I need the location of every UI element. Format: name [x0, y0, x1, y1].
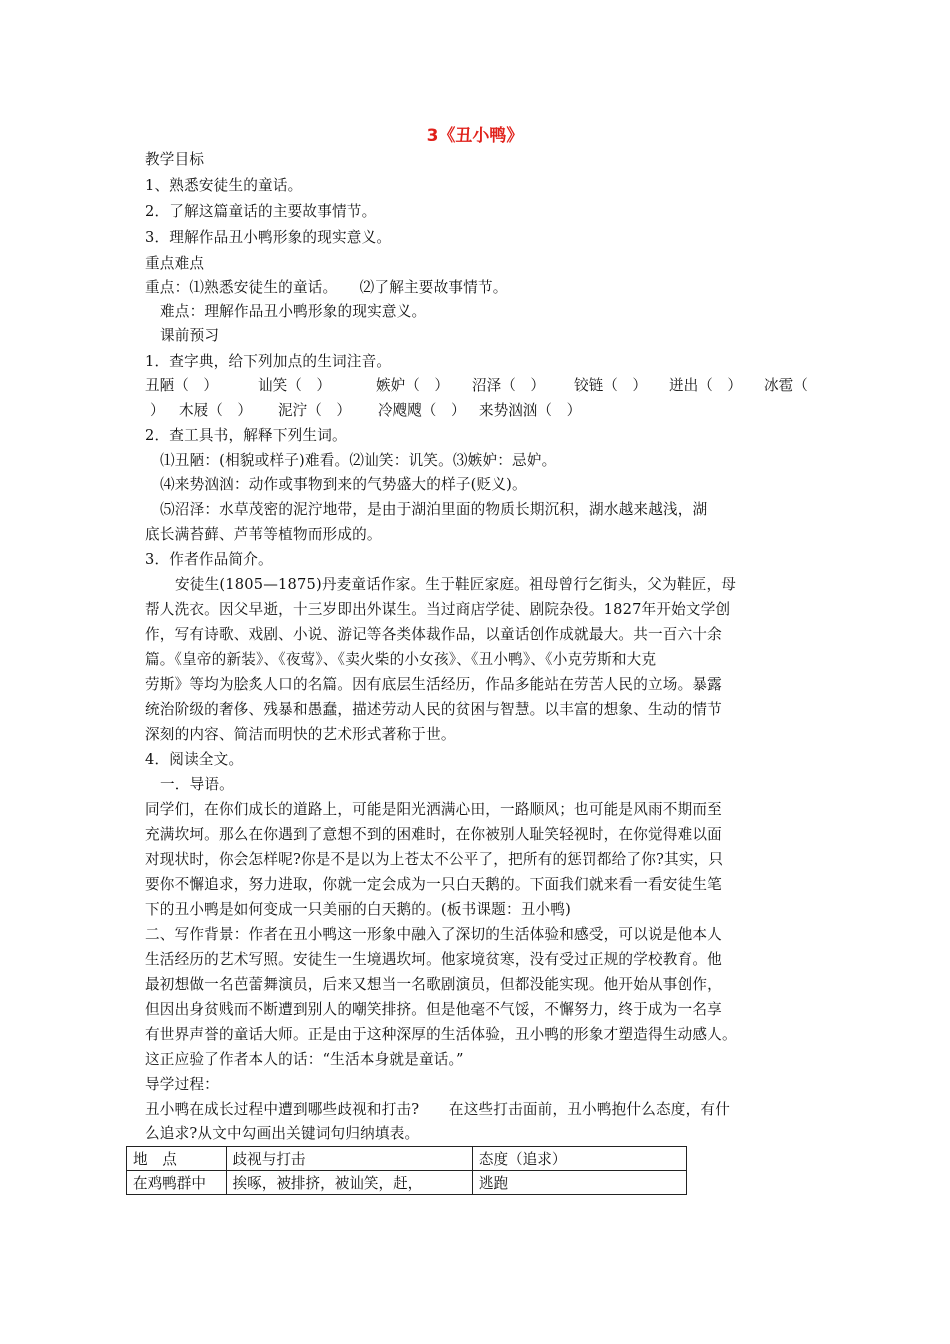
table-header-cell: 歧视与打击	[226, 1147, 472, 1171]
author-line: 篇。《皇帝的新装》、《夜莺》、《卖火柴的小女孩》、《丑小鸭》、《小克劳斯和大克	[145, 651, 657, 668]
table-header-cell: 态度（追求）	[472, 1147, 686, 1171]
summary-table	[126, 1146, 687, 1195]
vocab-item: 迸出（ ）	[669, 377, 742, 394]
definition-line: ⑴丑陋：(相貌或样子)难看。⑵讪笑：讥笑。⑶嫉妒：忌妒。	[160, 452, 557, 469]
key-points-heading: 重点难点	[145, 255, 205, 272]
guide-question: 么追求?从文中勾画出关键词句归纳填表。	[145, 1125, 420, 1142]
table-cell: 逃跑	[472, 1171, 686, 1195]
author-line: 安徒生(1805—1875)丹麦童话作家。生于鞋匠家庭。祖母曾行乞街头，父为鞋匠，母	[175, 576, 737, 593]
table-header-cell: 地 点	[127, 1147, 227, 1171]
background-line: 但因出身贫贱而不断遭到别人的嘲笑排挤。但是他毫不气馁，不懈努力，终于成为一名享	[145, 1001, 722, 1018]
preview-task-1: 1．查字典，给下列加点的生词注音。	[145, 353, 392, 370]
vocab-item: 嫉妒（ ）	[376, 377, 449, 394]
page-title: 3《丑小鸭》	[426, 126, 524, 146]
key-points-focus: 重点：⑴熟悉安徒生的童话。 ⑵了解主要故事情节。	[145, 279, 508, 296]
vocab-item: 沼泽（ ）	[472, 377, 545, 394]
background-line: 这正应验了作者本人的话：“生活本身就是童话。”	[145, 1051, 464, 1068]
vocab-item: 泥泞（ ）	[278, 402, 351, 419]
definition-line: 底长满苔藓、芦苇等植物而形成的。	[145, 526, 382, 543]
table-cell: 在鸡鸭群中	[127, 1171, 227, 1195]
goals-heading: 教学目标	[145, 151, 205, 168]
preview-heading: 课前预习	[160, 327, 220, 344]
author-line: 劳斯》等均为脍炙人口的名篇。因有底层生活经历，作品多能站在劳苦人民的立场。暴露	[145, 676, 722, 693]
author-line: 帮人洗衣。因父早逝，十三岁即出外谋生。当过商店学徒、剧院杂役。1827年开始文学创	[145, 601, 731, 618]
vocab-item: 铰链（ ）	[574, 377, 647, 394]
table-header-row	[127, 1147, 687, 1171]
guide-heading: 导学过程：	[145, 1076, 219, 1093]
definition-line: ⑸沼泽：水草茂密的泥泞地带，是由于湖泊里面的物质长期沉积，湖水越来越浅，湖	[160, 501, 708, 518]
vocab-item: 冷飕飕（ ）	[378, 402, 466, 419]
author-line: 作，写有诗歌、戏剧、小说、游记等各类体裁作品，以童话创作成就最大。共一百六十余	[145, 626, 722, 643]
vocab-item: 冰雹（	[764, 377, 808, 394]
key-points-difficulty: 难点：理解作品丑小鸭形象的现实意义。	[160, 303, 427, 320]
table-row	[127, 1171, 687, 1195]
preview-task-2: 2．查工具书，解释下列生词。	[145, 427, 347, 444]
preview-task-4: 4．阅读全文。	[145, 751, 244, 768]
background-line: 生活经历的艺术写照。安徒生一生境遇坎坷。他家境贫寒，没有受过正规的学校教育。他	[145, 951, 722, 968]
vocab-item: 木屐（ ）	[179, 402, 252, 419]
vocab-item: ）	[150, 402, 165, 419]
intro-line: 充满坎坷。那么在你遇到了意想不到的困难时，在你被别人耻笑轻视时，在你觉得难以面	[145, 826, 722, 843]
goal-item-2: 2．了解这篇童话的主要故事情节。	[145, 203, 377, 220]
intro-heading: 一．导语。	[160, 776, 234, 793]
background-line: 二、写作背景：作者在丑小鸭这一形象中融入了深切的生活体验和感受，可以说是他本人	[145, 926, 722, 943]
definition-line: ⑷来势汹汹：动作或事物到来的气势盛大的样子(贬义)。	[160, 476, 527, 493]
background-line: 最初想做一名芭蕾舞演员，后来又想当一名歌剧演员，但都没能实现。他开始从事创作，	[145, 976, 722, 993]
intro-line: 要你不懈追求，努力进取，你就一定会成为一只白天鹅的。下面我们就来看一看安徒生笔	[145, 876, 722, 893]
author-line: 深刻的内容、简洁而明快的艺术形式著称于世。	[145, 726, 456, 743]
vocab-item: 讪笑（ ）	[258, 377, 331, 394]
vocab-item: 来势汹汹（ ）	[479, 402, 582, 419]
vocab-item: 丑陋（ ）	[145, 377, 218, 394]
goal-item-1: 1、熟悉安徒生的童话。	[145, 177, 303, 194]
preview-task-3: 3．作者作品简介。	[145, 551, 273, 568]
table-cell: 挨啄，被排挤，被讪笑，赶，	[226, 1171, 472, 1195]
intro-line: 下的丑小鸭是如何变成一只美丽的白天鹅的。(板书课题：丑小鸭)	[145, 901, 572, 918]
goal-item-3: 3．理解作品丑小鸭形象的现实意义。	[145, 229, 392, 246]
intro-line: 对现状时，你会怎样呢?你是不是以为上苍太不公平了，把所有的惩罚都给了你?其实，只	[145, 851, 724, 868]
guide-question: 丑小鸭在成长过程中遭到哪些歧视和打击? 在这些打击面前，丑小鸭抱什么态度，有什	[145, 1101, 730, 1118]
background-line: 有世界声誉的童话大师。正是由于这种深厚的生活体验，丑小鸭的形象才塑造得生动感人。	[145, 1026, 737, 1043]
intro-line: 同学们，在你们成长的道路上，可能是阳光洒满心田，一路顺风；也可能是风雨不期而至	[145, 801, 722, 818]
author-line: 统治阶级的奢侈、残暴和愚蠢，描述劳动人民的贫困与智慧。以丰富的想象、生动的情节	[145, 701, 722, 718]
